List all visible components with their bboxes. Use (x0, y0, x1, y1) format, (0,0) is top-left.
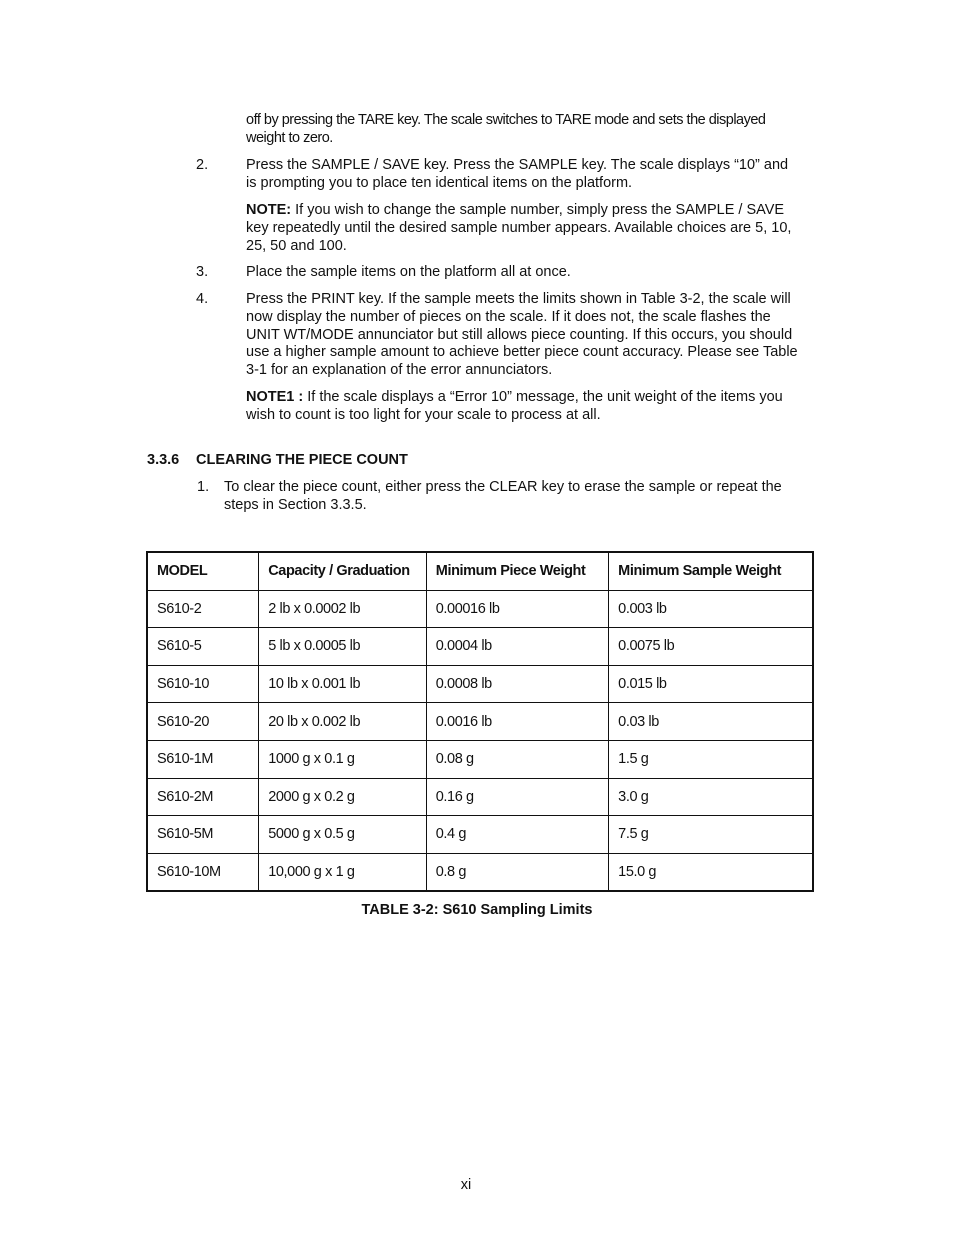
text-line: weight to zero. (246, 129, 333, 146)
text-line: 3-1 for an explanation of the error annunciators. (246, 362, 553, 379)
cell-min-sample-weight: 0.015 lb (609, 665, 813, 703)
table-body (147, 590, 813, 891)
cell-model: S610-1M (147, 740, 259, 778)
table-row (147, 816, 813, 854)
cell-min-piece-weight: 0.4 g (426, 816, 608, 854)
step-number: 1. (197, 479, 210, 495)
text-line: now display the number of pieces on the scale. If it does not, the scale flashes the (246, 308, 771, 325)
step-text (246, 291, 842, 380)
text-line: is prompting you to place ten identical items on the platform. (246, 174, 633, 191)
cell-capacity: 5 lb x 0.0005 lb (259, 628, 427, 666)
step-text (246, 157, 842, 193)
cell-min-sample-weight: 3.0 g (609, 778, 813, 816)
cell-min-sample-weight: 7.5 g (609, 816, 813, 854)
text-line: key repeatedly until the desired sample number appears. Available choices are 5, 10, (246, 219, 792, 236)
cell-min-piece-weight: 0.0008 lb (426, 665, 608, 703)
cell-model: S610-5 (147, 628, 259, 666)
section-heading (147, 452, 408, 468)
cell-model: S610-2 (147, 590, 259, 628)
text-line (246, 389, 842, 407)
table-row (147, 853, 813, 891)
table-row (147, 740, 813, 778)
page-number: xi (460, 1177, 472, 1193)
text-line: use a higher sample amount to achieve better piece count accuracy. Please see Table (246, 344, 798, 361)
note-text: If the scale displays a “Error 10” message, the unit weight of the items you (303, 389, 783, 405)
column-header-model: MODEL (147, 552, 259, 590)
step-number: 4. (196, 291, 209, 307)
cell-min-sample-weight: 0.03 lb (609, 703, 813, 741)
text-line (246, 202, 842, 220)
text-line: wish to count is too light for your scale to process at all. (246, 406, 601, 423)
text-line: off by pressing the TARE key. The scale switches to TARE mode and sets the displayed (246, 112, 766, 128)
cell-min-piece-weight: 0.08 g (426, 740, 608, 778)
text-line: steps in Section 3.3.5. (224, 496, 367, 513)
column-header-min-piece-weight: Minimum Piece Weight (426, 552, 608, 590)
table-row (147, 590, 813, 628)
table-row (147, 703, 813, 741)
cell-min-sample-weight: 0.003 lb (609, 590, 813, 628)
cell-model: S610-2M (147, 778, 259, 816)
table-row (147, 778, 813, 816)
column-header-capacity: Capacity / Graduation (259, 552, 427, 590)
section-number: 3.3.6 (147, 452, 180, 468)
note-label: NOTE1 : (246, 389, 304, 405)
cell-min-sample-weight: 0.0075 lb (609, 628, 813, 666)
column-header-min-sample-weight: Minimum Sample Weight (609, 552, 813, 590)
cell-min-piece-weight: 0.0004 lb (426, 628, 608, 666)
cell-capacity: 2 lb x 0.0002 lb (259, 590, 427, 628)
cell-capacity: 2000 g x 0.2 g (259, 778, 427, 816)
table-row (147, 665, 813, 703)
cell-model: S610-10M (147, 853, 259, 891)
text-line: Press the SAMPLE / SAVE key. Press the SAMPLE key. The scale displays “10” and (246, 157, 789, 173)
text-line: Place the sample items on the platform all at once. (246, 264, 571, 280)
cell-capacity: 10 lb x 0.001 lb (259, 665, 427, 703)
section-title: CLEARING THE PIECE COUNT (196, 452, 408, 468)
text-line: To clear the piece count, either press the CLEAR key to erase the sample or repeat the (224, 479, 782, 495)
step-text (224, 479, 834, 515)
text-line: Press the PRINT key. If the sample meets the limits shown in Table 3-2, the scale will (246, 291, 791, 307)
cell-min-piece-weight: 0.8 g (426, 853, 608, 891)
step-number: 2. (196, 157, 209, 173)
cell-capacity: 10,000 g x 1 g (259, 853, 427, 891)
cell-model: S610-10 (147, 665, 259, 703)
cell-min-piece-weight: 0.00016 lb (426, 590, 608, 628)
cell-model: S610-20 (147, 703, 259, 741)
sampling-limits-table (146, 551, 814, 892)
cell-min-piece-weight: 0.16 g (426, 778, 608, 816)
continuation-paragraph (246, 112, 846, 148)
table-row (147, 628, 813, 666)
cell-capacity: 5000 g x 0.5 g (259, 816, 427, 854)
cell-min-piece-weight: 0.0016 lb (426, 703, 608, 741)
note-label: NOTE: (246, 202, 292, 218)
table-header-row (147, 552, 813, 590)
cell-model: S610-5M (147, 816, 259, 854)
cell-min-sample-weight: 1.5 g (609, 740, 813, 778)
text-line: 25, 50 and 100. (246, 237, 347, 254)
step-number: 3. (196, 264, 209, 280)
table-caption: TABLE 3-2: S610 Sampling Limits (361, 902, 593, 918)
cell-capacity: 1000 g x 0.1 g (259, 740, 427, 778)
cell-capacity: 20 lb x 0.002 lb (259, 703, 427, 741)
text-line: UNIT WT/MODE annunciator but still allows piece counting. If this occurs, you should (246, 326, 793, 343)
cell-min-sample-weight: 15.0 g (609, 853, 813, 891)
step-text (246, 264, 842, 282)
note-text: If you wish to change the sample number, simply press the SAMPLE / SAVE (291, 202, 785, 218)
